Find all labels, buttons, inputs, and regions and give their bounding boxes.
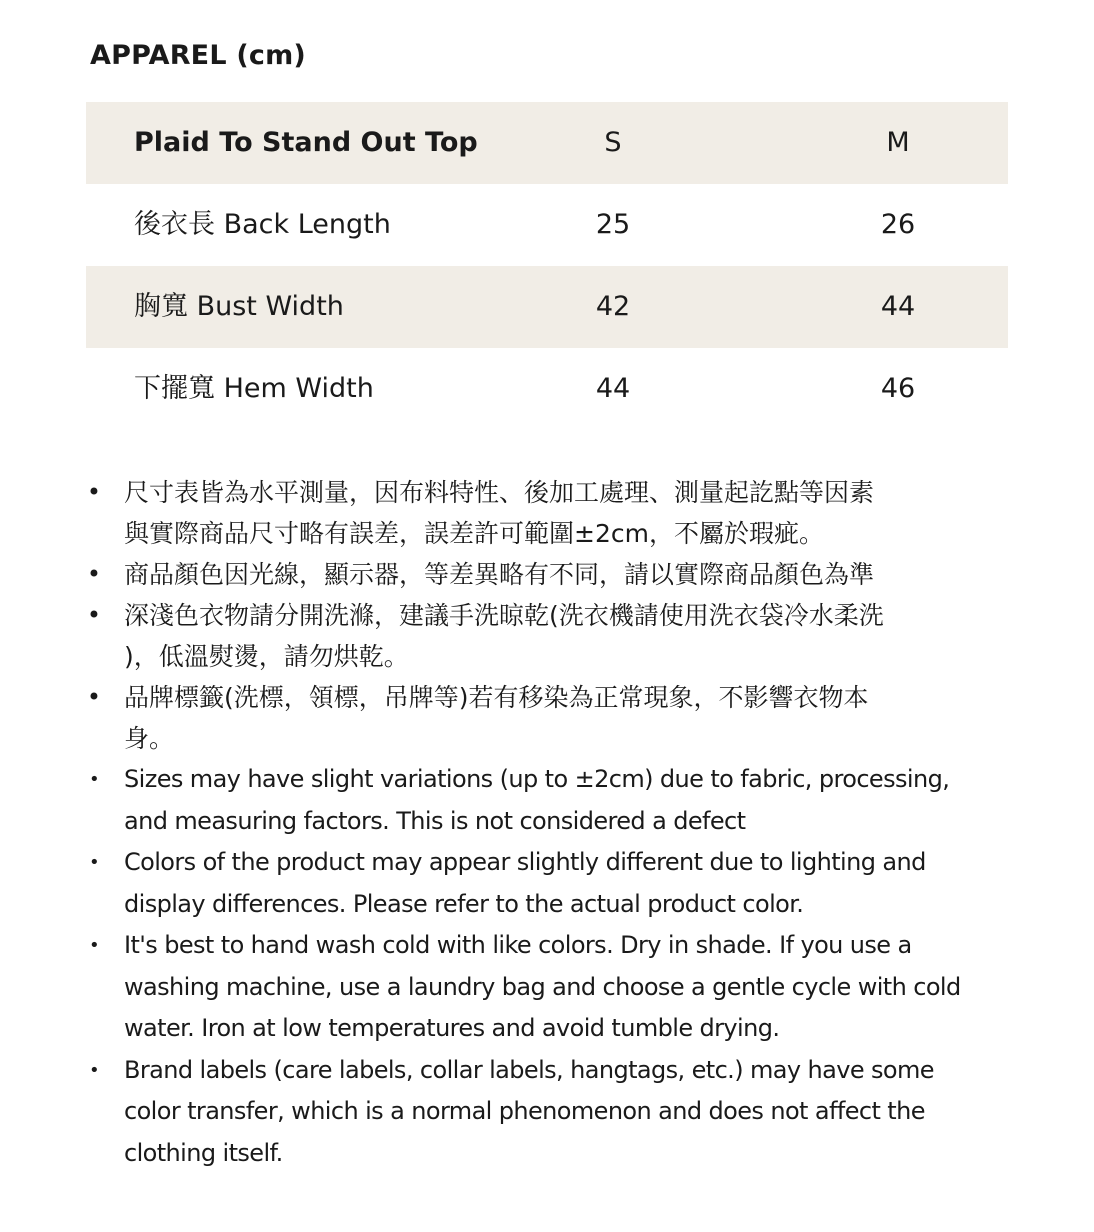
size-chart-table [86, 102, 1008, 430]
note-line: 與實際商品尺寸略有誤差，誤差許可範圍±2cm，不屬於瑕疵。 [124, 519, 824, 548]
bullet-icon: • [86, 478, 102, 506]
bullet-icon: • [88, 769, 100, 790]
note-line: water. Iron at low temperatures and avoid tumble drying. [124, 1014, 780, 1042]
note-item-zh [86, 472, 1016, 554]
note-line: clothing itself. [124, 1138, 283, 1167]
note-item-zh [86, 595, 1016, 677]
table-row [86, 184, 1008, 266]
note-line: washing machine, use a laundry bag and choose a gentle cycle with cold [124, 972, 961, 1001]
size-m-value: 44 [880, 291, 916, 322]
note-item-en [86, 842, 1016, 925]
measurement-label: 後衣長 Back Length [134, 209, 391, 240]
note-item-en [86, 925, 1016, 1050]
size-s-value: 42 [595, 291, 631, 322]
note-line: 商品顏色因光線，顯示器，等差異略有不同，請以實際商品顏色為準 [124, 560, 875, 589]
bullet-icon: • [88, 852, 100, 873]
note-line: Colors of the product may appear slightly different due to lighting and [124, 848, 926, 876]
size-s-header: S [604, 127, 622, 158]
care-notes-list [86, 472, 1016, 1174]
measurement-label: 胸寬 Bust Width [134, 291, 344, 322]
note-item-en [86, 1050, 1016, 1175]
size-s-value: 44 [595, 373, 631, 404]
note-line: 深淺色衣物請分開洗滌，建議手洗晾乾(洗衣機請使用洗衣袋冷水柔洗 [124, 601, 884, 630]
measurement-label: 下擺寬 Hem Width [134, 373, 374, 404]
product-name-header: Plaid To Stand Out Top [134, 127, 478, 158]
bullet-icon: • [86, 683, 102, 711]
bullet-icon: • [86, 560, 102, 588]
size-m-header: M [886, 127, 910, 158]
note-line: 尺寸表皆為水平測量，因布料特性、後加工處理、測量起訖點等因素 [124, 478, 875, 507]
note-line: Sizes may have slight variations (up to ±2cm) due to fabric, processing, [124, 765, 950, 793]
note-line: It's best to hand wash cold with like colors. Dry in shade. If you use a [124, 931, 912, 959]
table-row [86, 348, 1008, 430]
note-line: Brand labels (care labels, collar labels, hangtags, etc.) may have some [124, 1055, 934, 1084]
note-line: )，低溫熨燙，請勿烘乾。 [124, 642, 409, 671]
note-line: 身。 [124, 724, 175, 753]
note-line: 品牌標籤(洗標，領標，吊牌等)若有移染為正常現象，不影響衣物本 [124, 683, 869, 712]
table-header-row [86, 102, 1008, 184]
note-item-zh [86, 554, 1016, 595]
size-m-value: 46 [880, 373, 916, 404]
note-line: display differences. Please refer to the actual product color. [124, 889, 804, 918]
table-row [86, 266, 1008, 348]
size-s-value: 25 [595, 209, 631, 240]
note-line: and measuring factors. This is not considered a defect [124, 806, 746, 835]
note-item-en [86, 759, 1016, 842]
size-m-value: 26 [880, 209, 916, 240]
bullet-icon: • [88, 935, 100, 956]
bullet-icon: • [88, 1059, 100, 1081]
note-line: color transfer, which is a normal phenomenon and does not affect the [124, 1097, 925, 1125]
page-title: APPAREL (cm) [90, 40, 306, 71]
note-item-zh [86, 677, 1016, 759]
bullet-icon: • [86, 601, 102, 629]
